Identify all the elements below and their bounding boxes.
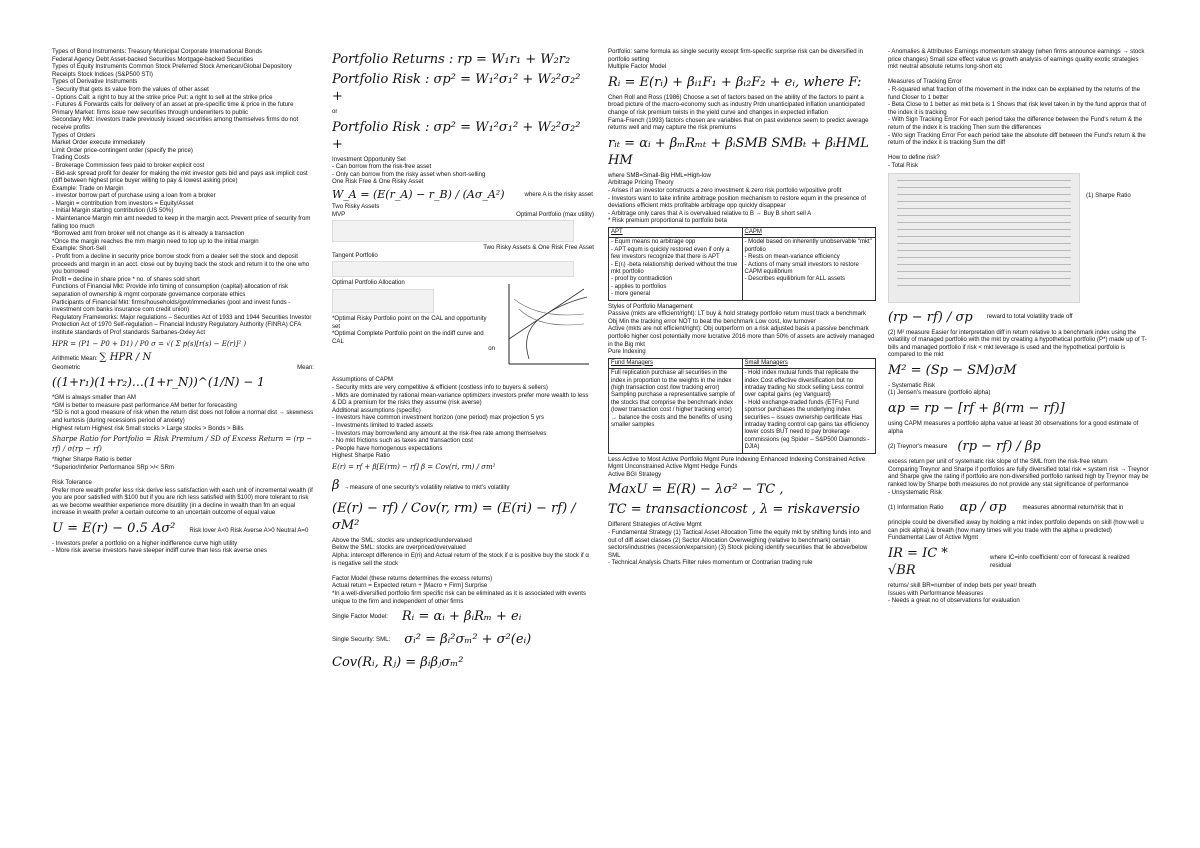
flam-formula: IR = IC * √BR [888, 546, 948, 578]
column-4-text-e [888, 466, 1150, 496]
text-line: - Arbitrage only cares that A is overvalued relative to B → Buy B short sell A [608, 209, 812, 217]
geo-mean-label: Geometric [52, 363, 81, 371]
text-line: using CAPM measures a portfolio alpha value at least 30 observations for a good estimate of alpha [888, 420, 1139, 435]
portfolio-risk-formula-2: Portfolio Risk : σp² = W₁²σ₁² + W₂²σ₂² + [332, 119, 581, 152]
sharpe-ratio-label: (1) Sharpe Ratio [1086, 191, 1131, 199]
sharpe-formula: Sharpe Ratio for Portfolio = Risk Premium / SD of Excess Return = (rp − rf) / σ(rp − rf) [52, 435, 313, 454]
text-line: - W/o sign Tracking Error For each period take the absolute diff between the Fund's return & the return of the index it is tracking Sum the diff [888, 131, 1146, 147]
fama-french-formula: rᵢₜ = αᵢ + βₘRₘₜ + βᵢSMB SMBₜ + βᵢHML HM [608, 135, 869, 168]
table-cell-line: - Model based on inherently unobservable "mkt" portfolio [744, 239, 872, 253]
sfm-row [332, 605, 594, 628]
wa-formula: W_A = (E(r_A) − r_B) / (Aσ_A²) [332, 187, 505, 201]
table-cell-line: - Hold index mutual funds that replicate the index Cost effective diversification but no intraday trading No stock selling Less control over capital gains (eg Vanguard) [744, 370, 864, 399]
text-line: *Borrowed amt from broker will not change as it is already a transaction [52, 230, 245, 238]
mvp-row [332, 211, 594, 219]
text-line: *SD is not a good measure of risk when the return dist does not follow a normal dist → skewness and kurtosis (during recessions period of anxiety) [52, 409, 314, 424]
text-line: Risk Tolerance [52, 478, 92, 486]
table-cell-line: Sampling purchase a representative sample of the stocks that comprise the benchmark index (lower transaction cost / higher tracking error) [611, 392, 735, 414]
treynor-label: (2) Treynor's measure [888, 442, 948, 450]
text-line: Factor Model (these returns determines the excess returns) [332, 574, 493, 582]
table-cell-line: - proof by contradiction [611, 276, 673, 283]
column-3-text-b [608, 94, 876, 132]
text-line: - Brokerage Commission fees paid to broker explicit cost [52, 161, 205, 169]
column-4-text-g [888, 582, 1150, 605]
text-line: *higher Sharpe Ratio is better [52, 456, 132, 464]
apt-capm-table [608, 227, 876, 301]
text-line: - Futures & Forwards calls for delivery of an asset at pre-specific time & price in the future [52, 101, 294, 109]
cov-formula: Cov(Rᵢ, Rⱼ) = βᵢβⱼσₘ² [332, 655, 464, 671]
info-ratio-label: (1) Information Ratio [888, 503, 944, 511]
text-line: Market Order execute immediately [52, 139, 146, 147]
text-line: - Fundamental Strategy (1) Tactical Asset Allocation Time the equity mkt by shifting funds into and out of diff asset classes (2) Sector Allocation Overweighing (relative to benchmark) certain sectors/industries (recession/expansion) (3) Stock picking identify securities that lie above/below SML [608, 528, 871, 559]
text-line: Arbitrage Pricing Theory [608, 179, 674, 187]
text-line: - Investors prefer a portfolio on a higher indifference curve high utility [52, 539, 238, 547]
text-line: Above the SML: stocks are undepriced/undervalued [332, 536, 472, 544]
text-line: Prefer more wealth prefer less risk derive less satisfaction with each unit of incremental wealth (if you are poor satisfied with $100 but if you are rich less satisfied with $100) more tolerant to risk as we become wealthier experience more disutility (in a decline in wealth than fm an equal increase in wealth prefer a certain outcome to an uncertain outcome of equal value [52, 486, 313, 517]
text-line: Actual return = Expected return + [Macro + Firm] Surprise [332, 582, 488, 590]
text-line: - No mkt frictions such as taxes and transaction cost [332, 437, 473, 445]
text-line [52, 471, 314, 479]
table-cell-line: - APT equm is quickly restored even if only a few investors recognize that there is APT [611, 246, 730, 261]
text-line: How to define risk? [888, 154, 940, 162]
table-cell-line: - Rests on mean-variance efficiency [744, 254, 840, 261]
capm-formula: E(r) = rf + β[E(rm) − rf] β = Cov(ri, rm) / σm² [332, 462, 496, 471]
sharpe-image-row [888, 170, 1150, 306]
info-ratio-formula: αp / σp [959, 500, 1007, 516]
fund-managers-cell [609, 369, 743, 453]
text-line: *GM is always smaller than AM [52, 394, 136, 402]
fund-managers-list [611, 370, 740, 429]
info-ratio-row [888, 496, 1150, 519]
text-line: - Investors want to take infinite arbitrage position mechanism to restore equm in the presence of deviations efficient mkts profitable arbitrage opp quickly disappear [608, 194, 867, 210]
text-line: Types of Equity Instruments Common Stock Preferred Stock American/Global Depository Receipts Stock Indices (S&P500 STI) [52, 63, 292, 78]
column-4-text-a [888, 48, 1150, 170]
text-line: Example: Short-Sell [52, 245, 106, 253]
column-2-text-a [332, 156, 594, 186]
column-3 [608, 48, 876, 808]
text-line [332, 567, 594, 575]
opt-alloc-label: Optimal Portfolio Allocation [332, 279, 405, 287]
jensen-formula: αp = rp − [rf + β(rm − rf)] [888, 401, 1065, 417]
fund-managers-header: Fund Managers [609, 358, 743, 368]
column-1 [52, 48, 314, 808]
beta-formula: (E(r) − rf) / Cov(r, rm) = (E(ri) − rf) / σM² [332, 500, 576, 533]
text-line: Federal Agency Debt Asset-backed Securities Mortgage-backed Securities [52, 55, 254, 63]
text-line: - Investors have common investment horizon (one period) max projection 5 yrs [332, 414, 545, 422]
or-label: or [332, 108, 338, 115]
column-4-text-d [888, 420, 1150, 435]
text-line: - Bid-ask spread profit for dealer for making the mkt investor gets bid and pays ask implicit cost (diff between highest price buyer willing to pay & lowest asking price) [52, 169, 308, 185]
text-line: Investment Opportunity Set [332, 155, 406, 163]
table-cell-line: - Describes equilibrium for ALL assets [744, 276, 845, 283]
flam-row [888, 542, 1150, 582]
text-line: Highest Sharpe Ratio [332, 452, 390, 460]
text-line: * Risk premium proportional to portfolio beta [608, 217, 727, 225]
geo-mean-formula: ((1+r₁)(1+r₂)…(1+r_N))^(1/N) − 1 [52, 375, 265, 390]
column-2-text-c [332, 376, 594, 460]
column-4 [888, 48, 1150, 808]
multi-factor-formula: Rᵢ = E(rᵢ) + βᵢ₁F₁ + βᵢ₂F₂ + eᵢ, where F: [608, 74, 862, 90]
geo-mean-row [52, 364, 314, 372]
apt-header: APT [609, 227, 743, 237]
text-line: Portfolio: same formula as single security except firm-specific surprise risk can be diversified in portfolio setting [608, 48, 864, 63]
text-line: - With Sign Tracking Error For each period take the difference between the Fund's return & the return of the index it is tracking Then sum the differences [888, 116, 1143, 131]
text-line: Trading Costs [52, 154, 90, 162]
column-4-text-f [888, 519, 1150, 542]
text-line: Secondary Mkt: investors trade previously issued securities among themselves firms do not receive profits [52, 116, 299, 131]
text-line: - Systematic Risk [888, 381, 936, 389]
treynor-note: excess return per unit of systematic risk slope of the SML from the risk-free return [888, 458, 1108, 466]
text-line: - investor borrow part of purchase using a loan from a broker [52, 192, 216, 200]
text-line: Active (mkts are not efficient/right): Obj outperform on a risk adjusted basis a passive benchmark portfolio higher cost potentially more lucrative 2016 more than 50% of assets are actively managed in the Big mkt [608, 325, 875, 348]
portfolio-returns-formula: Portfolio Returns : rp = W₁r₁ + W₂r₂ [332, 52, 571, 67]
text-line: (1) Jensen's measure (portfolio alpha) [888, 389, 991, 397]
tangent-label: Tangent Portfolio [332, 251, 378, 259]
text-line: Highest return Highest risk Small stocks > Large stocks > Bonds > Bills [52, 424, 244, 432]
sfm-formula: Rᵢ = αᵢ + βᵢRₘ + eᵢ [401, 609, 522, 625]
text-line: - Options Call: a right to buy at the strike price Put: a right to sell at the strike price [52, 93, 273, 101]
text-line: Styles of Portfolio Management [608, 302, 693, 310]
small-managers-cell [742, 369, 876, 453]
text-line: *Optimal Complete Portfolio point on the indiff curve and CAL [332, 330, 484, 345]
text-line: *Once the margin reaches the mm margin need to top up to the initial margin [52, 237, 259, 245]
text-line: *GM is better to measure past performance AM better for forecasting [52, 401, 237, 409]
table-cell-line: → balance the costs and the benefits of using smaller samples [611, 414, 733, 428]
beta-note: →measure of one security's volatility relative to mkt's volatility [343, 483, 510, 491]
column-1-text-d [52, 540, 314, 555]
opt-alloc-formula-image [332, 289, 434, 313]
text-line: - Security mkts are very competitive & efficient (costless info to buyers & sellers) [332, 383, 548, 391]
text-line: - Total Risk [888, 161, 919, 169]
sharpe-ratio-note: reward to total volatility trade off [986, 313, 1073, 321]
handwritten-notes-image [888, 173, 1080, 303]
text-line: - Arises if an investor constructs a zero investment & zero risk portfolio w/positive profit [608, 186, 842, 194]
text-line: Fama-French (1993) factors chosen are variables that on past evidence seem to predict average returns well and may capture the risk premiums [608, 116, 869, 132]
text-line: Additional assumptions (specific) [332, 406, 421, 414]
mvp-formula-image [332, 220, 574, 242]
text-line: - Mkts are dominated by rational mean-variance optimizers investors prefer more wealth to less & DD a premium for the risks they assume (risk averse) [332, 391, 589, 407]
text-line: *Optimal Risky Portfolio point on the CAL and opportunity set [332, 314, 487, 330]
text-line: - Margin = contribution from investors = Equity/Asset [52, 199, 194, 207]
text-line: Types of Bond Instruments: Treasury Municipal Corporate International Bonds [52, 48, 263, 55]
ss-row [332, 628, 594, 651]
text-line: - Investments limited to traded assets [332, 421, 433, 429]
treynor-row [888, 435, 1150, 458]
column-3-text-c [608, 172, 876, 225]
efficient-frontier-graph [499, 279, 594, 374]
text-line: Alpha: intercept difference in E(ri) and Actual return of the stock if α is positive buy the stock if α is negative sell the stock [332, 552, 589, 567]
column-3-text-e [608, 456, 876, 479]
text-line: - Unsystematic Risk [888, 488, 942, 496]
apt-list [611, 239, 740, 298]
text-line: - Maintenance Margin min amt needed to keep in the margin acct. Prevent price of security from falling too much [52, 215, 311, 230]
text-line: returns/ skill BR=number of indep bets per year/ breath [888, 582, 1037, 589]
text-line: principle could be diversified away by holding a mkt index portfolio depends on skill (how well u can pick alpha) & breath (how many times will you trade with the alpha u predicted) [888, 519, 1144, 534]
arith-mean-label: Arithmetic Mean: [52, 354, 98, 362]
text-line: - Needs a great no of observations for evaluation [888, 597, 1020, 605]
geo-mean-label-2: Mean: [297, 363, 314, 371]
sharpe-row [888, 306, 1150, 329]
two-risky-label: Two Risky Assets [332, 202, 380, 210]
text-line: *Superior/Inferior Performance SRp >/< SRm [52, 463, 174, 471]
treynor-formula: (rp − rf) / βp [957, 439, 1041, 455]
column-3-text-d [608, 303, 876, 356]
column-4-text-b [888, 329, 1150, 359]
text-line: Profit = decline in share price * no. of shares sold short [52, 275, 200, 283]
column-2-text-d [332, 537, 594, 605]
table-cell-line: - applies to portfolios [611, 283, 667, 290]
arith-mean [52, 351, 314, 364]
text-line: *In a well-diversified portfolio firm specific risk can be eliminated as it is associated with events unique to the firm and independent of other firms [332, 590, 587, 605]
text-line: Below the SML: stocks are overpriced/overvalued [332, 544, 466, 552]
column-1-text-b [52, 394, 314, 432]
fund-managers-table [608, 358, 876, 454]
wa-note: where A is the risky asset [524, 190, 593, 198]
text-line: - Security that gets its value from the values of other asset [52, 85, 209, 93]
text-line: - R-squared what fraction of the movement in the index can be explained by the returns of the fund Closer to 1 better [888, 85, 1141, 101]
on-label: on [488, 345, 495, 353]
column-1-text-c [52, 456, 314, 517]
tangent-formula-image [332, 261, 574, 277]
text-line [888, 147, 1150, 155]
text-line: Types of Derivative Instruments [52, 78, 138, 86]
text-line: - Profit from a decline in security price borrow stock from a dealer sell the stock and deposit proceeds and margin in an acct. close out by buying back the stock and return it to the one who you borrowed [52, 253, 310, 276]
column-3-text-a [608, 48, 876, 71]
table-cell-line: - Actions of many small investors to restore CAPM equilibrium [744, 261, 859, 275]
text-line: - People have homogenous expectations [332, 444, 443, 452]
flam-note: where IC=info coefficient/ corr of forecast & realized residual [990, 554, 1130, 569]
text-line: Comparing Treynor and Sharpe if portfolios are fully diversified total risk = system risk → Treynor and Sharpe give the rating if portfolio are non-diversified portfolio ranked high by Treynor may be ranked low by Sharpe both measures do not provide any stat significance of performance [888, 465, 1149, 489]
text-line: One Risk Free & One Risky Asset [332, 178, 424, 186]
text-line: Fundamental Law of Active Mgmt [888, 534, 979, 542]
hpr-formula: HPR = (P1 − P0 + D1) / P0 σ = √( Σ p(s)[r(s) − E(r)]² ) [52, 339, 247, 348]
text-line: Limit Order price-contingent order (specify the price) [52, 146, 193, 154]
max-utility-formula: MaxU = E(R) − λσ² − TC , [608, 482, 784, 498]
text-line: Pure Indexing [608, 348, 646, 356]
text-line: - Initial Margin starting contribution (US 50%) [52, 207, 174, 215]
table-cell-line: - Equm means no arbitrage opp [611, 239, 696, 246]
table-cell-line: - more general [611, 291, 651, 298]
text-line: Less Active to Most Active Portfolio Mgmt Pure Indexing Enhanced Indexing Constrained Active Mgmt Unconstrained Active Mgmt Hedge Funds [608, 455, 866, 471]
text-line: Active BGI Strategy [608, 470, 662, 478]
two-risky-rf-label: Two Risky Assets & One Risk Free Asset [483, 244, 594, 252]
table-cell-line: - Hold exchange-traded funds (ETFs) Fund sponsor purchases the underlying index securities – issues ownership certificate Has intraday trading control cap gains tax efficiency lower costs BUT need to pay brokerage commissions (eg Spider – S&P500 Diamonds - DJIA) [744, 399, 870, 451]
beta-row [332, 474, 594, 497]
text-line: - Investors may borrow/lend any amount at the risk-free rate among themselves [332, 429, 547, 437]
text-line: - Beta Close to 1 better as mkt beta is 1 Shows that risk level taken in by the fund approx that of the index it is tracking [888, 101, 1147, 116]
capm-cell [742, 238, 876, 300]
optimal-label: Optimal Portfolio (max utility) [516, 210, 594, 218]
column-4-text-c [888, 382, 1150, 397]
sfm-label: Single Factor Model: [332, 612, 388, 620]
utility-note: Risk lover A<0 Risk Averse A>0 Neutral A=0 [189, 526, 309, 534]
text-line: - Can borrow from the risk-free asset [332, 163, 432, 171]
table-cell-line: Full replication purchase all securities in the index in proportion to the weights in the index (high transaction cost /low tracking error) [611, 370, 732, 391]
beta-symbol-icon: β [332, 477, 340, 493]
column-1-text-a [52, 48, 314, 337]
wa-row [332, 186, 594, 203]
mvp-label: MVP [332, 210, 346, 218]
text-line: Chen Roll and Ross (1986) Choose a set of factors based on the ability of the factors to paint a broad picture of the macro-economy such as industry Prdn unanticipated inflation unanticipated change of risk premium twists in the yield curve and changes in expected inflation [608, 93, 865, 116]
text-line: Assumptions of CAPM [332, 376, 393, 384]
text-line: Types of Orders [52, 131, 96, 139]
info-ratio-note: measures abnormal return/risk that in [1022, 503, 1124, 511]
text-line: Measures of Tracking Error [888, 78, 962, 86]
text-line: Issues with Performance Measures [888, 589, 984, 597]
capm-header: CAPM [742, 227, 876, 237]
utility-formula: U = E(r) − 0.5 Aσ² [52, 520, 176, 536]
text-line: Example: Trade on Margin [52, 184, 124, 192]
text-line: Functions of Financial Mkt: Provide info timing of consumption (capital) allocation of risk separation of ownership & mgmt corporate governance corporate ethics [52, 283, 289, 298]
text-line [888, 71, 1150, 79]
tc-formula: TC = transactioncost , λ = riskaversio [608, 502, 860, 518]
text-line: - Technical Analysis Charts Filter rules momentum or Contrarian trading rule [608, 559, 813, 567]
m2-formula: M² = (Sp − SM)σM [888, 362, 1017, 378]
text-line: Regulatory Frameworks: Major regulations – Securities Act of 1933 and 1944 Securities Investor Protection Act of 1970 Self-regulation – Financial Industry Regulatory Authority (FINRA) CFA institute standards of Prof standards Sarbanes-Oxley Act [52, 313, 312, 336]
apt-cell [609, 238, 743, 300]
ss-formula: σᵢ² = βᵢ²σₘ² + σ²(eᵢ) [404, 632, 532, 648]
text-line: where SMB=Small-Big HML=High-low [608, 171, 711, 179]
small-managers-list [745, 370, 874, 451]
portfolio-risk-formula-1: Portfolio Risk : σp² = W₁²σ₁² + W₂²σ₂² + [332, 72, 581, 104]
sharpe-ratio-formula: (rp − rf) / σp [888, 309, 973, 325]
column-2 [332, 48, 594, 808]
text-line: (2) M² measure Easier for interpretation diff in return relative to a benchmark index using the volatility of managed portfolio with the mkt by creating a hypothetical portfolio (P*) made up of T-bills and managed portfolio if risk < mkt leverage is used and the hypothetical portfolio is compared to the mkt [888, 328, 1147, 359]
utility-row [52, 517, 314, 540]
text-line: - More risk averse investors have steeper indiff curve than less risk averse ones [52, 547, 267, 555]
table-cell-line: - E(rᵢ) -beta relationship derived without the true mkt portfolio [611, 261, 738, 275]
small-managers-header: Small Managers [742, 358, 876, 368]
text-line: Primary Market: firms issue new securities through underwriters to public [52, 108, 249, 116]
text-line: - Anomalies & Attributes Earnings momentum strategy (when firms announce earnings → stock price changes) Small size effect value vs growth analysis of earnings quality exotic strategies mkt neutral absolute returns long-short etc [888, 48, 1145, 71]
ss-label: Single Security: SML: [332, 635, 391, 643]
text-line: Multiple Factor Model [608, 63, 667, 71]
column-3-text-f [608, 521, 876, 567]
text-line: Different Strategies of Active Mgmt [608, 521, 702, 529]
text-line: - Only can borrow from the risky asset when short-selling [332, 170, 486, 178]
text-line: Participants of Financial Mkt: firms/households/govt/immediaries (pool and invest funds - investment com banks insurance com credit union) [52, 298, 291, 314]
capm-list [745, 239, 874, 283]
text-line: Passive (mkts are efficient/right): LT buy & hold strategy portfolio return must track a benchmark Obj Min the tracking error NOT to beat the benchmark Low cost, low turnover [608, 310, 867, 325]
arith-mean-formula: ∑ HPR / N [99, 351, 152, 363]
